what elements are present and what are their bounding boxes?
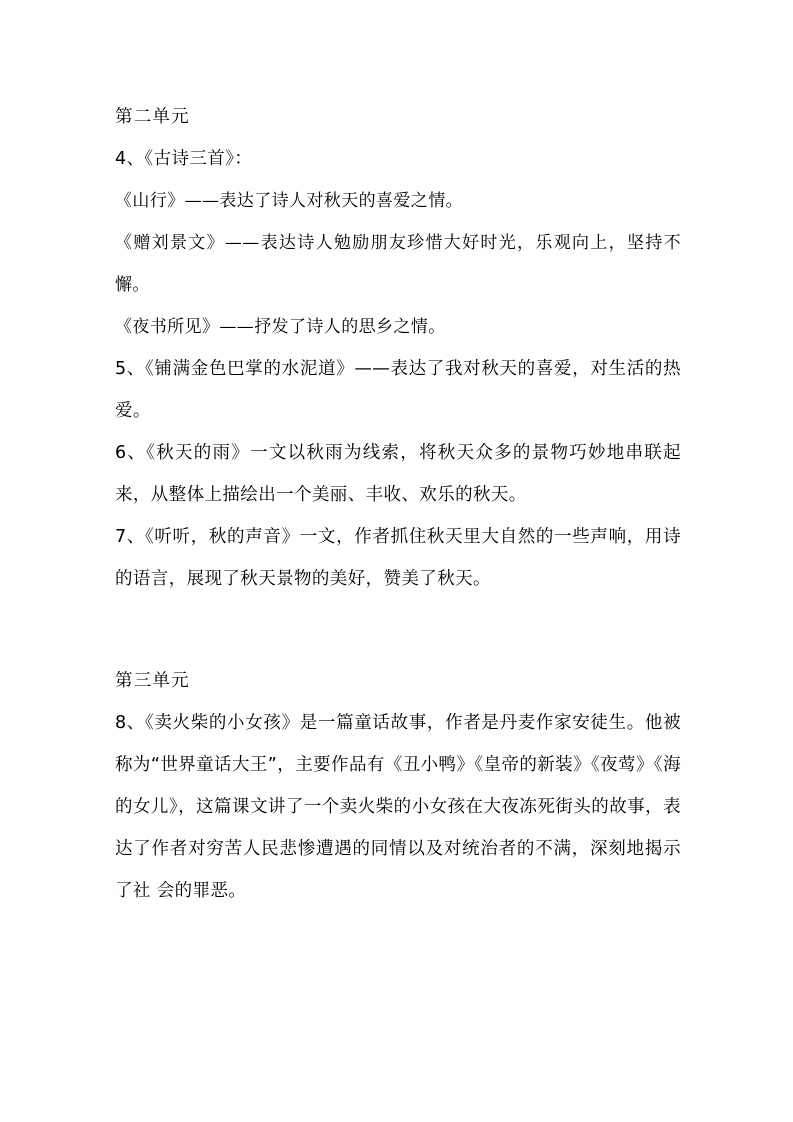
paragraph-item-5: 5、《铺满金色巴掌的水泥道》——表达了我对秋天的喜爱，对生活的热爱。: [115, 359, 681, 421]
paragraph-item-6: 6、《秋天的雨》一文以秋雨为线索，将秋天众多的景物巧妙地串联起来，从整体上描绘出一个美丽、丰收、欢乐的秋天。: [115, 443, 681, 505]
section-heading: 第三单元: [115, 671, 190, 691]
section-unit-3: [115, 660, 681, 912]
paragraph-item-4a: 《山行》——表达了诗人对秋天的喜爱之情。: [115, 191, 463, 211]
section-heading: 第二单元: [115, 107, 190, 127]
section-unit-2: [115, 96, 681, 600]
paragraph-item-4b: 《赠刘景文》——表达诗人勉励朋友珍惜大好时光，乐观向上，坚持不懈。: [115, 233, 681, 295]
section-spacer: [115, 600, 681, 660]
paragraph-item-4: 4、《古诗三首》：: [115, 149, 253, 169]
paragraph-item-7: 7、《听听，秋的声音》一文，作者抓住秋天里大自然的一些声响，用诗的语言，展现了秋天景物的美好，赞美了秋天。: [115, 527, 681, 589]
paragraph-item-8: 8、《卖火柴的小女孩》是一篇童话故事，作者是丹麦作家安徒生。他被称为“世界童话大王”，主要作品有《丑小鸭》《皇帝的新装》《夜莺》《海的女儿》，这篇课文讲了一个卖火柴的小女孩在大夜冻死街头的故事，表达了作者对穷苦人民悲惨遭遇的同情以及对统治者的不满，深刻地揭示了社 会的罪恶。: [115, 713, 681, 901]
document-body: [115, 96, 681, 912]
paragraph-item-4c: 《夜书所见》——抒发了诗人的思乡之情。: [115, 317, 446, 337]
